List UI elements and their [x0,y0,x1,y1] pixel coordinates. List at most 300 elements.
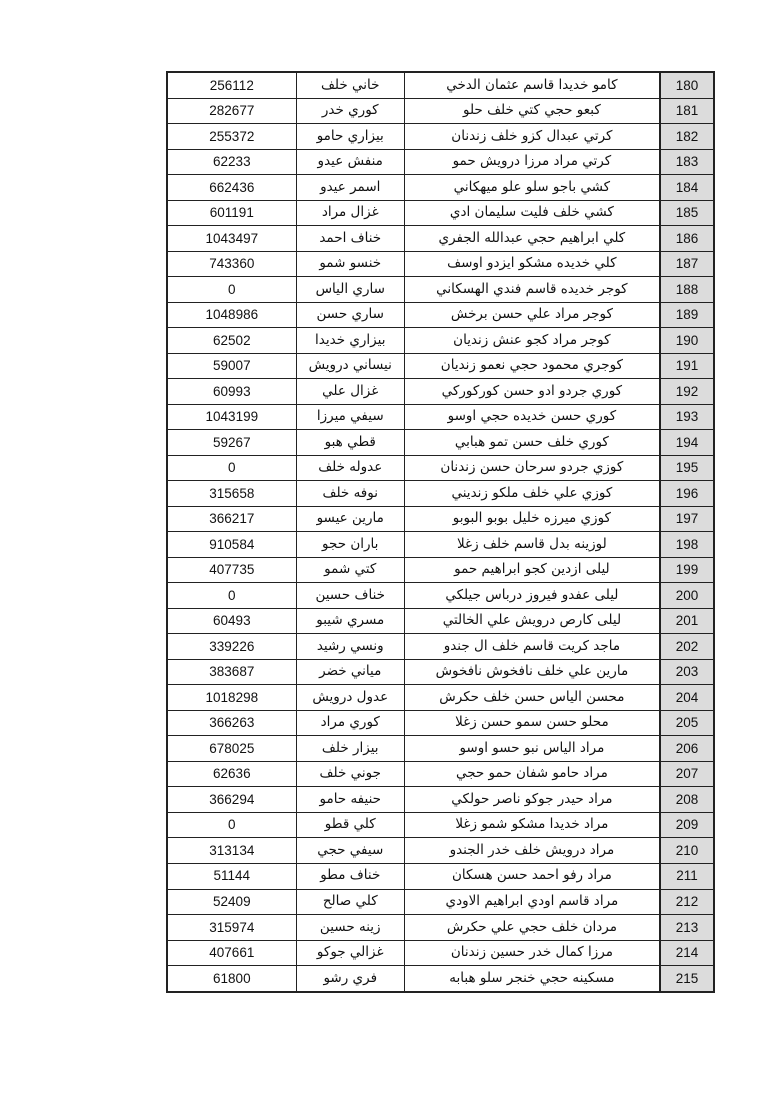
row-number-cell [660,710,714,736]
mother-name-cell [296,506,404,532]
amount-cell [167,863,296,889]
mother-name-cell [296,608,404,634]
row-number-text: 208 [675,791,699,807]
mother-name-text: عدول درويش [312,688,389,705]
amount-text: 1043199 [205,409,259,425]
row-number-text: 205 [675,715,699,731]
full-name-text: كلي ابراهيم حجي عبدالله الجفري [438,229,626,246]
amount-cell [167,608,296,634]
amount-text: 0 [228,460,236,476]
table-row [167,608,714,634]
row-number-text: 189 [675,307,699,323]
amount-cell [167,98,296,124]
mother-name-cell [296,404,404,430]
full-name-cell [404,863,660,889]
row-number-text: 193 [675,409,699,425]
amount-text: 678025 [209,740,255,756]
mother-name-text: سيفي حجي [317,841,384,858]
mother-name-cell [296,98,404,124]
row-number-cell [660,72,714,98]
table-row [167,455,714,481]
mother-name-cell [296,659,404,685]
row-number-cell [660,889,714,915]
row-number-cell [660,149,714,175]
mother-name-text: سيفي ميرزا [316,408,384,425]
mother-name-cell [296,226,404,252]
row-number-text: 215 [675,970,699,986]
full-name-text: ليلى ازدين كجو ابراهيم حمو [454,561,610,578]
amount-text: 0 [228,587,236,603]
amount-cell [167,532,296,558]
full-name-text: مارين علي خلف نافخوش نافخوش [435,663,629,680]
mother-name-cell [296,302,404,328]
mother-name-text: بيزاري خديدا [315,331,386,348]
row-number-text: 203 [675,664,699,680]
mother-name-text: بيزار خلف [321,739,379,756]
row-number-text: 190 [675,332,699,348]
row-number-text: 212 [675,894,699,909]
full-name-cell [404,557,660,583]
full-name-cell [404,659,660,685]
mother-name-cell [296,455,404,481]
mother-name-cell [296,812,404,838]
full-name-text: ليلى عفدو فيروز درباس جيلكي [445,586,619,603]
amount-cell [167,889,296,915]
row-number-text: 199 [675,562,699,578]
row-number-text: 214 [675,945,699,961]
full-name-text: كوجر مراد علي حسن برخش [450,306,613,323]
amount-cell [167,430,296,456]
row-number-cell [660,200,714,226]
amount-text: 366263 [209,715,255,731]
full-name-text: كرتي عبدال كزو خلف زندنان [451,127,613,144]
row-number-cell [660,787,714,813]
amount-text: 62636 [213,766,251,782]
full-name-cell [404,124,660,150]
table-row [167,940,714,966]
amount-text: 407661 [209,945,255,961]
mother-name-cell [296,838,404,864]
table-row [167,634,714,660]
amount-cell [167,787,296,813]
full-name-text: كوجر خديده قاسم فندي الهسكاني [436,280,628,297]
table-row [167,787,714,813]
full-name-text: كوري خلف حسن تمو هبابي [454,433,609,450]
row-number-text: 180 [675,77,699,93]
row-number-text: 194 [675,434,699,450]
table-row [167,506,714,532]
full-name-cell [404,634,660,660]
full-name-text: كوجر مراد كجو عنش زنديان [453,331,611,348]
amount-cell [167,583,296,609]
full-name-text: ليلى كارص درويش علي الخالتي [442,612,622,629]
mother-name-text: غزال مراد [321,204,379,221]
full-name-cell [404,583,660,609]
row-number-text: 186 [675,230,699,246]
full-name-text: محلو حسن سمو حسن زغلا [455,714,609,731]
table-row [167,966,714,992]
full-name-cell [404,379,660,405]
row-number-cell [660,915,714,941]
mother-name-cell [296,353,404,379]
row-number-cell [660,966,714,992]
table-row [167,226,714,252]
mother-name-cell [296,72,404,98]
row-number-cell [660,277,714,303]
table-row [167,685,714,711]
full-name-cell [404,481,660,507]
full-name-text: كبعو حجي كتي خلف حلو [462,102,601,119]
full-name-cell [404,98,660,124]
full-name-text: مراد رفو احمد حسن هسكان [451,867,612,884]
amount-text: 0 [228,281,236,297]
mother-name-text: غزال علي [322,382,379,399]
amount-cell [167,710,296,736]
mother-name-text: خنسو شمو [319,255,382,272]
row-number-text: 185 [675,205,699,221]
row-number-cell [660,455,714,481]
full-name-text: مراد خديدا مشكو شمو زغلا [455,816,609,833]
table-row [167,302,714,328]
mother-name-cell [296,557,404,583]
full-name-text: ماجد كريت قاسم خلف ال جندو [443,637,621,654]
full-name-cell [404,532,660,558]
full-name-cell [404,710,660,736]
row-number-text: 188 [675,281,699,297]
amount-cell [167,838,296,864]
row-number-cell [660,557,714,583]
table-row [167,710,714,736]
amount-text: 51144 [213,868,251,884]
mother-name-text: عدوله خلف [318,459,383,476]
full-name-text: لوزينه بدل قاسم خلف زغلا [456,535,607,552]
mother-name-cell [296,863,404,889]
row-number-cell [660,251,714,277]
row-number-cell [660,506,714,532]
table-row [167,149,714,175]
full-name-cell [404,149,660,175]
full-name-text: كوري حسن خديده حجي اوسو [447,408,617,425]
amount-text: 60993 [213,383,251,399]
amount-cell [167,328,296,354]
mother-name-text: نيساني درويش [308,357,392,374]
full-name-text: مرزا كمال خدر حسين زندنان [450,944,613,961]
mother-name-cell [296,710,404,736]
amount-text: 61800 [213,970,251,986]
full-name-text: مردان خلف حجي علي حكرش [446,918,617,935]
amount-cell [167,736,296,762]
amount-text: 1048986 [205,307,259,323]
full-name-text: كوزي علي خلف ملكو زنديني [451,484,613,501]
row-number-cell [660,226,714,252]
full-name-text: كامو خديدا قاسم عثمان الدخي [446,76,618,93]
amount-text: 339226 [209,638,255,654]
full-name-text: كشي خلف فليت سليمان ادي [449,204,614,221]
mother-name-text: باران حجو [322,535,379,552]
row-number-text: 197 [675,511,699,527]
row-number-cell [660,302,714,328]
full-name-text: كوزي ميرزه خليل بوبو البوبو [452,510,611,527]
row-number-cell [660,379,714,405]
amount-cell [167,940,296,966]
mother-name-cell [296,175,404,201]
amount-cell [167,404,296,430]
full-name-cell [404,430,660,456]
full-name-cell [404,175,660,201]
full-name-cell [404,251,660,277]
row-number-text: 184 [675,179,699,195]
mother-name-cell [296,328,404,354]
amount-cell [167,659,296,685]
mother-name-cell [296,532,404,558]
mother-name-cell [296,966,404,992]
amount-text: 60493 [213,613,251,629]
table-row [167,200,714,226]
amount-cell [167,685,296,711]
amount-text: 52409 [213,894,251,909]
table-row [167,98,714,124]
mother-name-cell [296,915,404,941]
amount-cell [167,226,296,252]
mother-name-cell [296,200,404,226]
mother-name-text: كوري خدر [321,102,379,119]
full-name-cell [404,302,660,328]
table-row [167,889,714,915]
row-number-cell [660,940,714,966]
amount-cell [167,455,296,481]
amount-cell [167,175,296,201]
row-number-cell [660,736,714,762]
full-name-cell [404,889,660,915]
mother-name-text: زينه حسين [319,918,381,935]
table-row [167,659,714,685]
mother-name-cell [296,379,404,405]
mother-name-cell [296,634,404,660]
full-name-text: مراد حيدر جوكو ناصر حولكي [451,790,613,807]
full-name-cell [404,277,660,303]
row-number-text: 192 [675,383,699,399]
amount-text: 601191 [209,205,254,221]
amount-cell [167,353,296,379]
mother-name-text: مارين عيسو [316,510,384,527]
amount-cell [167,506,296,532]
full-name-cell [404,404,660,430]
mother-name-text: غزالي جوكو [316,944,384,961]
row-number-cell [660,98,714,124]
amount-cell [167,634,296,660]
table-row [167,175,714,201]
amount-text: 62502 [213,332,251,348]
table-row [167,838,714,864]
full-name-cell [404,200,660,226]
amount-text: 59267 [213,434,251,450]
row-number-cell [660,583,714,609]
amount-text: 910584 [209,536,255,552]
full-name-cell [404,787,660,813]
row-number-text: 198 [675,536,699,552]
amount-cell [167,200,296,226]
mother-name-text: منفش عيدو [317,153,383,170]
row-number-cell [660,812,714,838]
full-name-text: كوري جردو ادو حسن كوركوركي [441,382,623,399]
table-row [167,915,714,941]
full-name-cell [404,455,660,481]
full-name-text: محسن الياس حسن خلف حكرش [439,688,625,705]
mother-name-text: ساري حسن [316,306,384,323]
full-name-text: مراد درويش خلف خدر الجندو [449,841,615,858]
mother-name-text: خناف حسين [315,586,386,603]
amount-text: 59007 [213,358,251,374]
mother-name-text: حنيفه حامو [319,790,381,807]
full-name-text: مراد قاسم اودي ابراهيم الاودي [445,893,619,909]
mother-name-cell [296,481,404,507]
records-table [166,71,715,993]
table-row [167,481,714,507]
amount-text: 1018298 [205,689,259,705]
amount-text: 383687 [209,664,255,680]
mother-name-text: نوفه خلف [322,484,378,501]
full-name-cell [404,812,660,838]
full-name-cell [404,736,660,762]
table-row [167,251,714,277]
row-number-cell [660,761,714,787]
amount-cell [167,812,296,838]
row-number-text: 200 [675,587,699,603]
table-row [167,379,714,405]
row-number-cell [660,608,714,634]
mother-name-cell [296,149,404,175]
row-number-text: 202 [675,638,699,654]
row-number-text: 183 [675,154,699,170]
mother-name-text: خناف مطو [320,867,381,884]
row-number-text: 201 [675,613,699,629]
row-number-text: 191 [675,358,699,374]
full-name-cell [404,838,660,864]
full-name-text: مراد حامو شفان حمو حجي [455,765,608,782]
table-row [167,72,714,98]
amount-cell [167,557,296,583]
full-name-cell [404,608,660,634]
amount-text: 1043497 [205,230,259,246]
amount-cell [167,251,296,277]
row-number-cell [660,863,714,889]
table-row [167,532,714,558]
amount-text: 315658 [209,485,255,501]
full-name-cell [404,966,660,992]
amount-cell [167,379,296,405]
mother-name-text: كوري مراد [320,714,380,731]
full-name-text: كشي باجو سلو علو ميهكاني [453,178,611,195]
records-table-body [167,72,714,992]
mother-name-text: مياني خضر [319,663,382,680]
row-number-text: 210 [675,842,699,858]
mother-name-cell [296,787,404,813]
amount-cell [167,72,296,98]
mother-name-cell [296,761,404,787]
mother-name-cell [296,251,404,277]
table-row [167,761,714,787]
full-name-text: مراد الياس نبو حسو اوسو [459,739,605,756]
full-name-cell [404,226,660,252]
row-number-text: 209 [675,817,699,833]
mother-name-cell [296,685,404,711]
row-number-text: 181 [675,103,699,119]
row-number-cell [660,532,714,558]
row-number-cell [660,634,714,660]
table-row [167,863,714,889]
mother-name-text: كلي قطو [324,816,376,833]
mother-name-cell [296,940,404,966]
mother-name-cell [296,583,404,609]
row-number-cell [660,685,714,711]
amount-text: 0 [228,817,236,833]
amount-cell [167,302,296,328]
table-row [167,404,714,430]
mother-name-text: قطي هبو [324,433,376,450]
amount-cell [167,966,296,992]
amount-text: 255372 [209,128,255,144]
mother-name-text: جوني خلف [319,765,381,782]
full-name-cell [404,353,660,379]
table-row [167,430,714,456]
mother-name-text: خناف احمد [319,229,382,246]
row-number-text: 187 [675,256,699,272]
amount-text: 366217 [209,511,255,527]
full-name-text: كلي خديده مشكو ايزدو اوسف [447,255,617,272]
table-row [167,812,714,838]
mother-name-cell [296,889,404,915]
mother-name-text: كتي شمو [324,561,377,578]
row-number-text: 211 [676,868,698,884]
amount-text: 282677 [209,103,255,119]
mother-name-text: فري رشو [323,969,378,986]
row-number-cell [660,404,714,430]
row-number-text: 196 [675,485,699,501]
amount-cell [167,124,296,150]
mother-name-text: مسري شيبو [316,612,385,629]
mother-name-cell [296,124,404,150]
row-number-text: 204 [675,689,699,705]
row-number-cell [660,353,714,379]
row-number-cell [660,124,714,150]
full-name-text: كوزي جردو سرحان حسن زندنان [440,459,624,476]
row-number-text: 206 [675,740,699,756]
table-row [167,353,714,379]
full-name-text: كوجري محمود حجي نعمو زنديان [440,357,623,374]
amount-cell [167,149,296,175]
amount-text: 313134 [209,842,255,858]
mother-name-text: خاني خلف [320,76,380,93]
full-name-cell [404,761,660,787]
full-name-text: كرتي مراد مرزا درويش حمو [452,153,612,170]
full-name-cell [404,506,660,532]
table-row [167,557,714,583]
mother-name-cell [296,736,404,762]
amount-text: 366294 [209,791,255,807]
row-number-text: 195 [675,460,699,476]
row-number-text: 207 [675,766,699,782]
row-number-cell [660,175,714,201]
mother-name-text: اسمر عيدو [320,178,381,195]
amount-text: 62233 [213,154,251,170]
row-number-text: 213 [675,919,699,935]
amount-cell [167,915,296,941]
table-row [167,277,714,303]
amount-cell [167,481,296,507]
table-row [167,328,714,354]
amount-text: 662436 [209,179,255,195]
full-name-text: مسكينه حجي خنجر سلو هبابه [449,969,615,986]
